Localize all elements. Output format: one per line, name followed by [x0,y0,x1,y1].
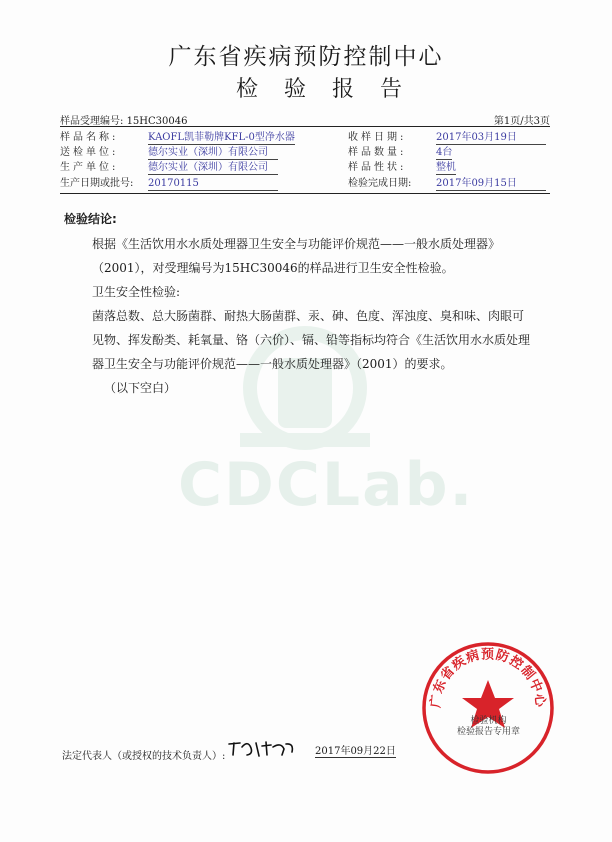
sample-no-label: 样品受理编号: [60,116,124,127]
info-label: 生产日期或批号: [60,178,134,189]
info-label: 样品数量: [348,147,407,158]
info-value: 德尔实业（深圳）有限公司 [148,162,278,175]
signer-label: 法定代表人（或授权的技术负责人）: [62,751,226,762]
info-sample-name [60,130,295,145]
doc-title: 检验报告 [235,77,428,102]
info-manufacturer [60,160,278,175]
seal-label [457,716,520,738]
blank-below-note: （以下空白） [104,381,177,395]
divider-top [60,126,550,127]
seal-label-line-1: 检验机构 [470,716,507,726]
info-label: 样品性状: [348,162,407,173]
info-value: 2017年09月15日 [436,178,546,191]
info-value: 2017年03月19日 [436,132,546,145]
info-state [348,160,456,175]
official-seal-icon [420,640,556,776]
seal-label-line-2: 检验报告专用章 [457,727,521,737]
svg-text:广东省疾病预防控制中心: 广东省疾病预防控制中心 [428,647,548,709]
page-info: 第1页/共3页 [493,116,550,127]
info-label: 检验完成日期: [348,178,412,189]
info-value: 4台 [436,147,453,158]
sample-no: 15HC30046 [126,116,188,127]
info-label: 生产单位: [60,162,119,173]
info-submitter [60,145,278,160]
conclusion-para-3: 菌落总数、总大肠菌群、耐热大肠菌群、汞、砷、色度、浑浊度、臭和味、肉眼可见物、挥发酚类、耗氧量、铬（六价）、镉、铅等指标均符合《生活饮用水水质处理器卫生安全与功能评价规范——一般水质处理器》（2001）的要求。 [92,309,531,371]
sign-date: 2017年09月22日 [315,742,396,758]
info-batch [60,176,278,191]
conclusion-para-1: 根据《生活饮用水水质处理器卫生安全与功能评价规范——一般水质处理器》（2001），对受理编号为15HC30046的样品进行卫生安全性检验。 [92,237,501,275]
divider-info-bottom [60,193,550,194]
info-quantity [348,145,452,160]
info-completed-date [348,176,546,191]
info-value: 整机 [436,162,456,173]
info-value: KAOFL凯菲勒牌KFL-0型净水器 [148,132,295,143]
meta-row [60,112,550,127]
watermark-text: CDCLab. [178,450,475,520]
info-label: 送检单位: [60,147,119,158]
info-value: 20170115 [148,178,278,191]
info-label: 样品名称: [60,132,119,143]
conclusion-para-2: 卫生安全性检验: [92,285,181,299]
conclusion-heading: 检验结论: [64,212,117,226]
org-name: 广东省疾病预防控制中心 [168,44,444,70]
info-value: 德尔实业（深圳）有限公司 [148,147,278,160]
info-received-date [348,130,546,145]
signature-icon [226,738,298,760]
info-label: 收样日期: [348,132,407,143]
